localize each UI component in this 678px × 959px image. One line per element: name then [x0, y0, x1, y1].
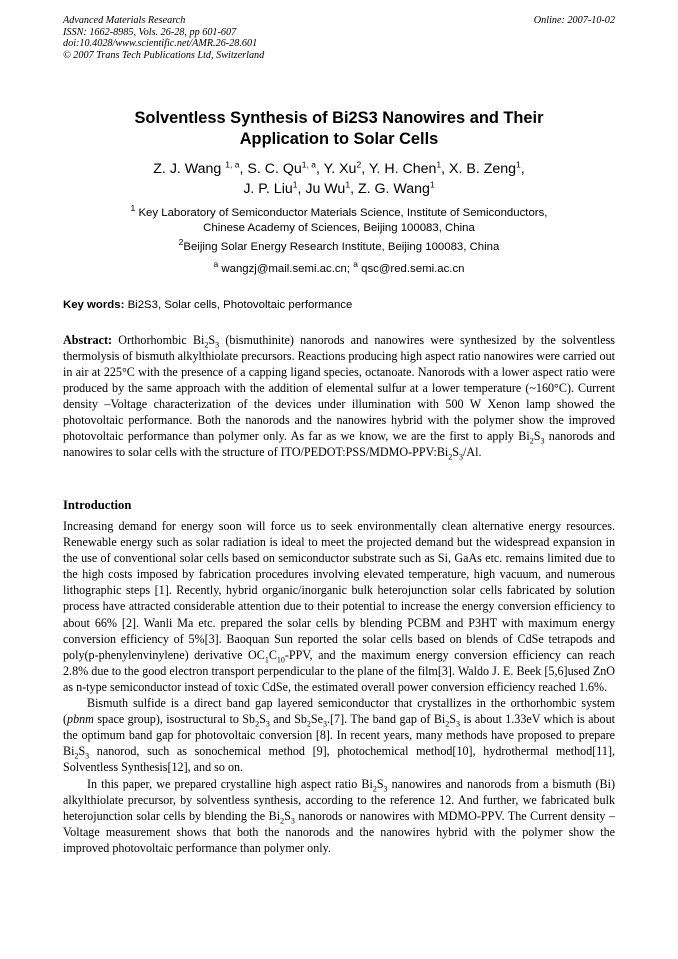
subscript: 3: [265, 719, 270, 729]
subscript: 2: [74, 751, 79, 761]
subscript: 2: [204, 340, 209, 350]
paragraph-3: [63, 776, 615, 856]
paragraph-text: nanorods or nanowires with MDMO-PPV. The Current density –Voltage measurement shows that both the nanorods and the nanowires hybrid with the polymer show the improved photovoltaic performance than polymer only.: [63, 808, 616, 855]
paragraph-text: nanowires and nanorods from a bismuth (Bi) alkylthiolate precursor, by solventless synthesis, according to the reference 12. And further, we fabricated bulk heterojunction solar cells by blending the Bi: [63, 776, 615, 823]
abstract-text: (bismuthinite) nanorods and nanowires were synthesized by the solventless thermolysis of bismuth alkylthiolate precursors. Reactions producing high aspect ratio nanowires were carried out in air at 225°C with the presence of a capping ligand species, octanoate. Nanorods with a lower aspect ratio were produced by the same approach with the addition of elemental sulfur at a lower temperature (~160°C). Current density –Voltage characterization of the devices under illumination with 500 W Xenon lamp showed the photovoltaic performance. Both the nanorods and the nanowires hybrid with the polymer show the improved photovoltaic performance than polymer only. As far as we know, we are the first to apply Bi: [63, 333, 615, 443]
subscript: 2: [529, 436, 534, 446]
online-date: Online: 2007-10-02: [533, 15, 615, 26]
subscript: 3: [215, 340, 220, 350]
abstract-text: S: [533, 429, 541, 443]
author-name: , Ju Wu: [297, 181, 346, 197]
author-name: Z. J. Wang: [153, 161, 222, 177]
subscript: 3: [459, 452, 463, 462]
paragraph-text: -PPV, and the maximum energy conversion efficiency can reach 2.8% due to the good electron transport perpendicular to the plane of the film[3]. Waldo J. E. Beek [5,6]used ZnO as n-type semiconductor instead of toxic CdSe, the estimated overall power conversion efficiency reached 1.6%.: [63, 647, 615, 694]
abstract: [63, 332, 615, 460]
subscript: 2: [445, 719, 450, 729]
paper-title: [63, 108, 615, 149]
subscript: 3: [456, 719, 461, 729]
author-affil-mark: 1: [345, 179, 351, 190]
affiliation-mark: 1: [130, 203, 136, 214]
paragraph-text: Bismuth sulfide is a direct band gap layered semiconductor that crystallizes in the orthorhombic system (: [63, 696, 615, 727]
author-affil-mark: 1, a: [301, 159, 316, 170]
keywords: [63, 298, 615, 312]
author-affil-mark: 1: [292, 179, 298, 190]
italic-text: pbnm: [67, 712, 94, 727]
journal-issn: ISSN: 1662-8985, Vols. 26-28, pp 601-607: [63, 26, 237, 38]
affiliation-1: [63, 203, 615, 235]
keywords-label: Key words:: [63, 299, 125, 311]
contact-emails: [63, 259, 615, 277]
journal-doi: doi:10.4028/www.scientific.net/AMR.26-28.601: [63, 38, 258, 50]
subscript: 2: [372, 783, 377, 793]
subscript: 3: [540, 436, 545, 446]
paragraph-text: nanorod, such as sonochemical method [9], photochemical method[10], hydrothermal method[11], Solventless Synthesis[12], and so on.: [63, 744, 615, 775]
journal-name: Advanced Materials Research: [63, 15, 186, 26]
subscript: 3: [85, 751, 90, 761]
subscript: 2: [280, 816, 285, 826]
affiliation-1-line-1: [63, 203, 615, 221]
paragraph-text: Se: [310, 712, 323, 727]
author-name: J. P. Liu: [243, 181, 293, 197]
paragraph-text: S: [78, 744, 86, 759]
affiliation-mark: 2: [178, 237, 184, 248]
author-list: [63, 159, 615, 199]
author-affil-mark: 1, a: [225, 159, 240, 170]
paragraph-text: .[7]. The band gap of Bi: [327, 712, 446, 727]
author-name: , X. B. Zeng: [441, 161, 517, 177]
journal-copyright: © 2007 Trans Tech Publications Ltd, Switzerland: [63, 49, 265, 61]
title-line-2: Application to Solar Cells: [239, 129, 439, 148]
abstract-text: nanorods and nanowires to solar cells with the structure of ITO/PEDOT:PSS/MDMO-PPV:Bi: [63, 429, 615, 459]
abstract-text: /Al.: [463, 445, 482, 459]
paragraph-text: C: [268, 647, 277, 662]
section-heading-introduction: Introduction: [63, 498, 132, 512]
subscript: 3: [383, 783, 388, 793]
subscript: 2: [448, 452, 453, 462]
paragraph-text: and Sb: [269, 712, 307, 727]
paragraph-text: is about 1.33eV which is about the optimum band gap for photovoltaic conversion [8]. In recent years, many methods have proposed to prepare Bi: [63, 712, 616, 759]
paragraph-text: S: [376, 776, 384, 791]
abstract-text: Orthorhombic Bi: [112, 333, 205, 347]
email-mark: a: [213, 259, 219, 270]
subscript: 3: [290, 816, 295, 826]
email-link-2[interactable]: qsc@red.semi.ac.cn: [357, 263, 465, 275]
author-line-1: [63, 159, 615, 179]
paragraph-1: [63, 518, 615, 695]
author-name: , Y. Xu: [315, 161, 357, 177]
author-name: , S. C. Qu: [239, 161, 302, 177]
abstract-text: S: [452, 445, 459, 459]
paragraph-text: space group), isostructural to Sb: [93, 712, 256, 727]
author-name: , Y. H. Chen: [361, 161, 437, 177]
paragraph-text: Increasing demand for energy soon will force us to seek environmentally clean alternative energy resources. Renewable energy such as solar radiation is ideal to meet the projected demand but the widespread expansion in the use of conventional solar cells based on semiconductor substrate such as Si, GaAs etc. remains limited due to the high costs imposed by fabrication procedures involving elevated temperature, high vacuum, and numerous lithographic steps [1]. Recently, hybrid organic/inorganic bulk heterojunction solar cells fabricated by solution process have attracted considerable attention due to their potential to increase the energy conversion efficiency to about 66% [2]. Wanli Ma etc. prepared the solar cells by blending PCBM and P3HT with maximum energy conversion efficiency of 5%[3]. Baoquan Sun reported the solar cells based on blends of CdSe tetrapods and poly(p-phenylenvinylene) derivative OC: [63, 519, 615, 662]
affiliation-text: Beijing Solar Energy Research Institute, Beijing 100083, China: [183, 241, 500, 253]
subscript: 2: [255, 719, 260, 729]
author-affil-mark: 1: [436, 159, 442, 170]
journal-header: [63, 15, 264, 61]
author-name: , Z. G. Wang: [350, 181, 430, 197]
email-link-1[interactable]: wangzj@mail.semi.ac.cn;: [218, 263, 354, 275]
introduction-body: [63, 518, 615, 856]
affiliation-2: [63, 237, 615, 255]
author-separator: ,: [520, 161, 525, 177]
paragraph-text: S: [449, 712, 457, 727]
abstract-label: Abstract:: [63, 333, 113, 347]
email-mark: a: [353, 259, 358, 270]
keywords-text: Bi2S3, Solar cells, Photovoltaic performance: [124, 299, 353, 311]
author-affil-mark: 1: [429, 179, 435, 190]
author-affil-mark: 2: [356, 159, 362, 170]
author-affil-mark: 1: [516, 159, 521, 170]
paragraph-text: S: [259, 712, 266, 727]
paragraph-text: In this paper, we prepared crystalline high aspect ratio Bi: [87, 776, 373, 791]
subscript: 3: [323, 719, 327, 729]
author-line-2: [63, 179, 615, 199]
affiliation-text: Key Laboratory of Semiconductor Materials Science, Institute of Semiconductors,: [135, 207, 548, 219]
title-line-1: Solventless Synthesis of Bi2S3 Nanowires and Their: [134, 109, 544, 127]
abstract-text: S: [208, 333, 216, 347]
subscript: 1: [264, 655, 269, 665]
affiliation-1-line-2: Chinese Academy of Sciences, Beijing 100083, China: [203, 221, 475, 234]
subscript: 10: [276, 655, 285, 665]
subscript: 2: [306, 719, 311, 729]
paragraph-2: [63, 695, 615, 775]
paragraph-text: S: [284, 808, 291, 823]
